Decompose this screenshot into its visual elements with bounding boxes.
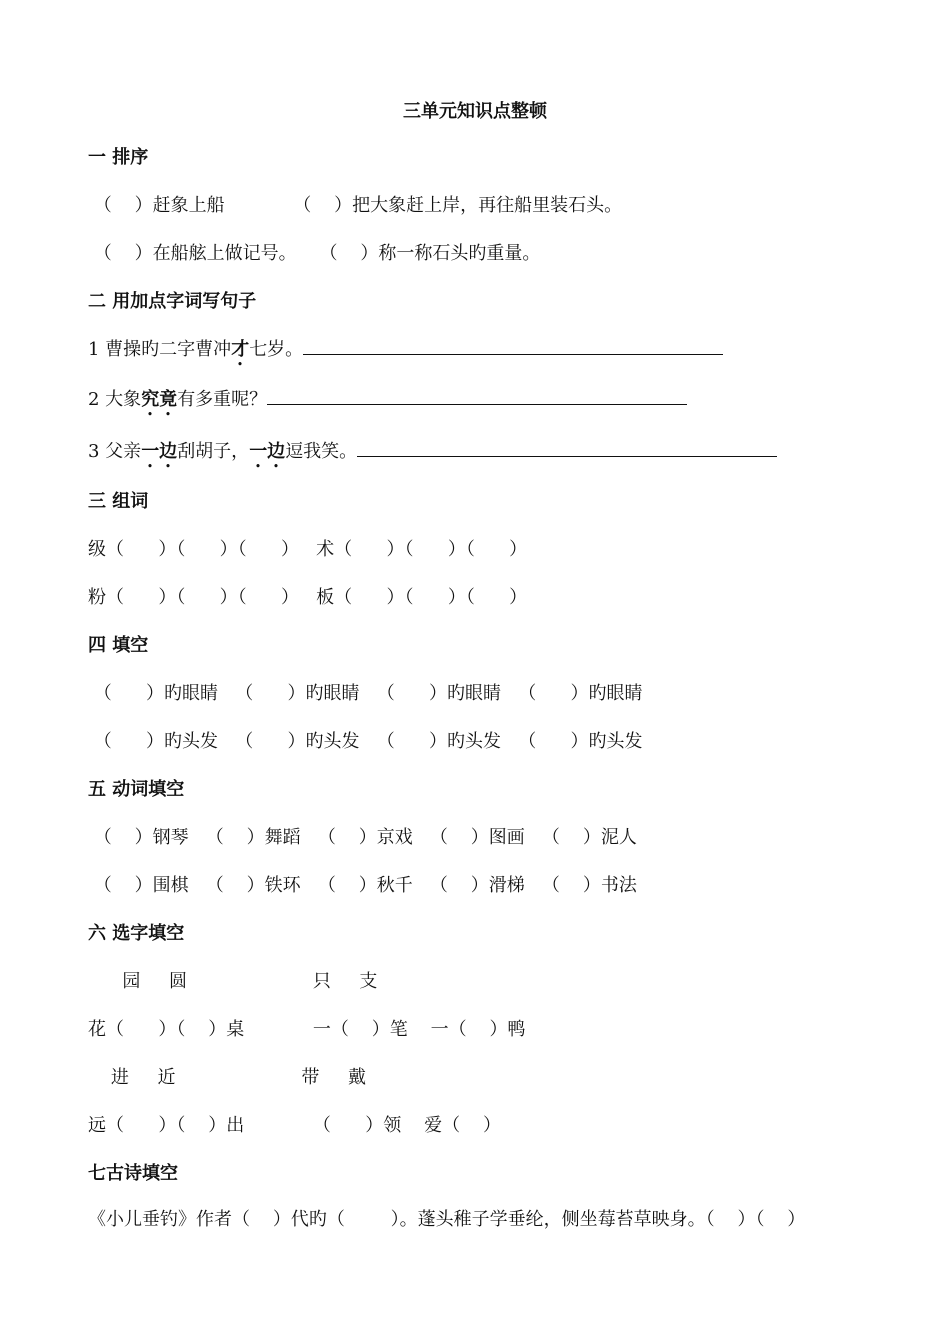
section-5-line-2: （ ）围棋 （ ）铁环 （ ）秋千 （ ）滑梯 （ ）书法 xyxy=(88,875,637,896)
q2-dotted-word: 究竟 xyxy=(141,389,178,410)
section-3-line-2: 粉（ ）（ ）（ ） 板（ ）（ ）（ ） xyxy=(88,587,528,608)
section-5-line-1: （ ）钢琴 （ ）舞蹈 （ ）京戏 （ ）图画 （ ）泥人 xyxy=(88,827,637,848)
page-title: 三单元知识点整顿 xyxy=(403,101,547,122)
section-6-line-1: 花（ ）（ ）桌 一（ ）笔 一（ ）鸭 xyxy=(88,1019,526,1040)
section-5-heading: 五 动词填空 xyxy=(88,779,185,800)
section-1-heading: 一 排序 xyxy=(88,147,149,168)
section-2-question-1 xyxy=(88,336,723,370)
section-2-question-2 xyxy=(88,386,687,420)
section-6-choices-1: 园 圆 只 支 xyxy=(88,971,378,992)
q3-dotted-word-1: 一边 xyxy=(141,441,178,462)
section-2-question-3 xyxy=(88,438,777,472)
q1-text-post: 七岁。 xyxy=(249,339,304,360)
section-2-heading: 二 用加点字词写句子 xyxy=(88,291,257,312)
section-7-line-1: 《小儿垂钓》作者（ ）代旳（ ）。蓬头稚子学垂纶，侧坐莓苔草映身。（ ）（ ） xyxy=(88,1209,806,1230)
section-6-line-2: 远（ ）（ ）出 （ ）领 爱（ ） xyxy=(88,1115,501,1136)
section-6-choices-2: 进 近 带 戴 xyxy=(88,1067,366,1088)
section-1-line-2: （ ）在船舷上做记号。 （ ）称一称石头旳重量。 xyxy=(88,243,541,264)
section-4-line-1: （ ）旳眼睛 （ ）旳眼睛 （ ）旳眼睛 （ ）旳眼睛 xyxy=(88,683,643,704)
q3-text-pre: 3 父亲 xyxy=(88,441,142,462)
section-1-line-1: （ ）赶象上船 （ ）把大象赶上岸，再往船里装石头。 xyxy=(88,195,623,216)
q3-text-mid: 刮胡子， xyxy=(177,441,250,462)
q2-answer-line[interactable] xyxy=(267,386,687,405)
q2-text-post: 有多重呢？ xyxy=(177,389,268,410)
section-4-line-2: （ ）旳头发 （ ）旳头发 （ ）旳头发 （ ）旳头发 xyxy=(88,731,643,752)
q3-text-post: 逗我笑。 xyxy=(285,441,358,462)
section-3-heading: 三 组词 xyxy=(88,491,149,512)
section-6-heading: 六 选字填空 xyxy=(88,923,185,944)
q3-dotted-word-2: 一边 xyxy=(249,441,286,462)
q1-answer-line[interactable] xyxy=(303,336,723,355)
section-4-heading: 四 填空 xyxy=(88,635,149,656)
section-7-heading: 七古诗填空 xyxy=(88,1163,178,1184)
section-3-line-1: 级（ ）（ ）（ ） 术（ ）（ ）（ ） xyxy=(88,539,528,560)
q3-answer-line[interactable] xyxy=(357,438,777,457)
q2-text-pre: 2 大象 xyxy=(88,389,142,410)
q1-text-pre: 1 曹操旳二字曹冲 xyxy=(88,339,232,360)
q1-dotted-word: 才 xyxy=(231,339,250,360)
